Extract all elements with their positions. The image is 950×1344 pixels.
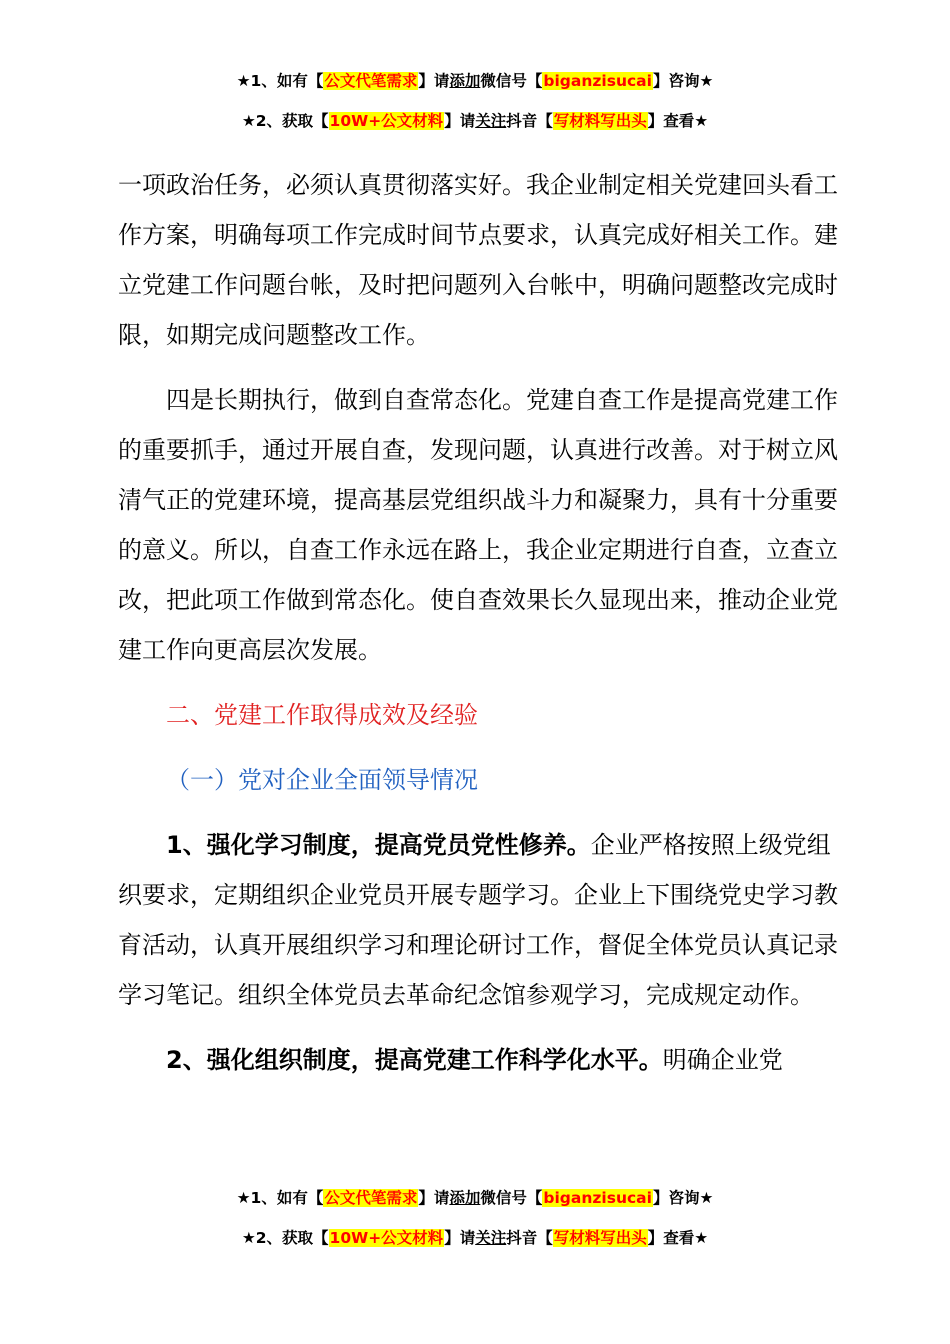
highlight-text: 公文代笔需求 [324, 1189, 418, 1207]
underlined-text: 添加 [449, 72, 481, 90]
paragraph-lead: 2、强化组织制度，提高党建工作科学化水平。 [166, 1046, 663, 1074]
document-body [118, 160, 838, 1085]
header-banner-line-1 [0, 69, 950, 93]
banner-text: 抖音【 [506, 1229, 553, 1247]
banner-text: 】请 [418, 1189, 450, 1207]
highlight-text: 写材料写出头 [553, 112, 647, 130]
body-paragraph: 一项政治任务，必须认真贯彻落实好。我企业制定相关党建回头看工作方案，明确每项工作完成时间节点要求，认真完成好相关工作。建立党建工作问题台帐，及时把问题列入台帐中，明确问题整改完成时限，如期完成问题整改工作。 [118, 171, 838, 349]
footer-banner-line-2 [0, 1226, 950, 1250]
banner-text: ★2、获取【 [241, 112, 329, 130]
header-banner-line-2 [0, 109, 950, 133]
banner-text: ★1、如有【 [236, 72, 324, 90]
highlight-text: 公文代笔需求 [324, 72, 418, 90]
section-heading: 二、党建工作取得成效及经验 [166, 701, 478, 729]
highlight-text: 10W+公文材料 [329, 112, 444, 130]
banner-text: 微信号【 [480, 1189, 543, 1207]
paragraph-lead: 1、强化学习制度，提高党员党性修养。 [166, 831, 591, 859]
wechat-id: biganzisucai [543, 72, 652, 90]
highlight-text: 10W+公文材料 [329, 1229, 444, 1247]
banner-text: 】请 [444, 112, 476, 130]
highlight-text: 写材料写出头 [553, 1229, 647, 1247]
banner-text: 】查看★ [647, 112, 709, 130]
underlined-text: 关注 [475, 112, 507, 130]
banner-text: 】咨询★ [652, 1189, 714, 1207]
footer-banner-line-1 [0, 1186, 950, 1210]
body-paragraph [118, 1035, 838, 1085]
body-paragraph: 四是长期执行，做到自查常态化。党建自查工作是提高党建工作的重要抓手，通过开展自查，发现问题，认真进行改善。对于树立风清气正的党建环境，提高基层党组织战斗力和凝聚力，具有十分重要的意义。所以，自查工作永远在路上，我企业定期进行自查，立查立改，把此项工作做到常态化。使自查效果长久显现出来，推动企业党建工作向更高层次发展。 [118, 386, 838, 664]
banner-text: 】请 [444, 1229, 476, 1247]
banner-text: 抖音【 [506, 112, 553, 130]
banner-text: 】查看★ [647, 1229, 709, 1247]
banner-text: ★1、如有【 [236, 1189, 324, 1207]
banner-text: 微信号【 [480, 72, 543, 90]
underlined-text: 添加 [449, 1189, 481, 1207]
subsection-heading: （一）党对企业全面领导情况 [166, 766, 478, 794]
paragraph-text: 企业严格按照上级党组织要求，定期组织企业党员开展专题学习。企业上下围绕党史学习教育活动，认真开展组织学习和理论研讨工作，督促全体党员认真记录学习笔记。组织全体党员去革命纪念馆参观学习，完成规定动作。 [118, 831, 838, 1009]
banner-text: 】请 [418, 72, 450, 90]
banner-text: ★2、获取【 [241, 1229, 329, 1247]
underlined-text: 关注 [475, 1229, 507, 1247]
paragraph-text: 明确企业党 [662, 1046, 783, 1074]
body-paragraph [118, 820, 838, 1020]
banner-text: 】咨询★ [652, 72, 714, 90]
wechat-id: biganzisucai [543, 1189, 652, 1207]
